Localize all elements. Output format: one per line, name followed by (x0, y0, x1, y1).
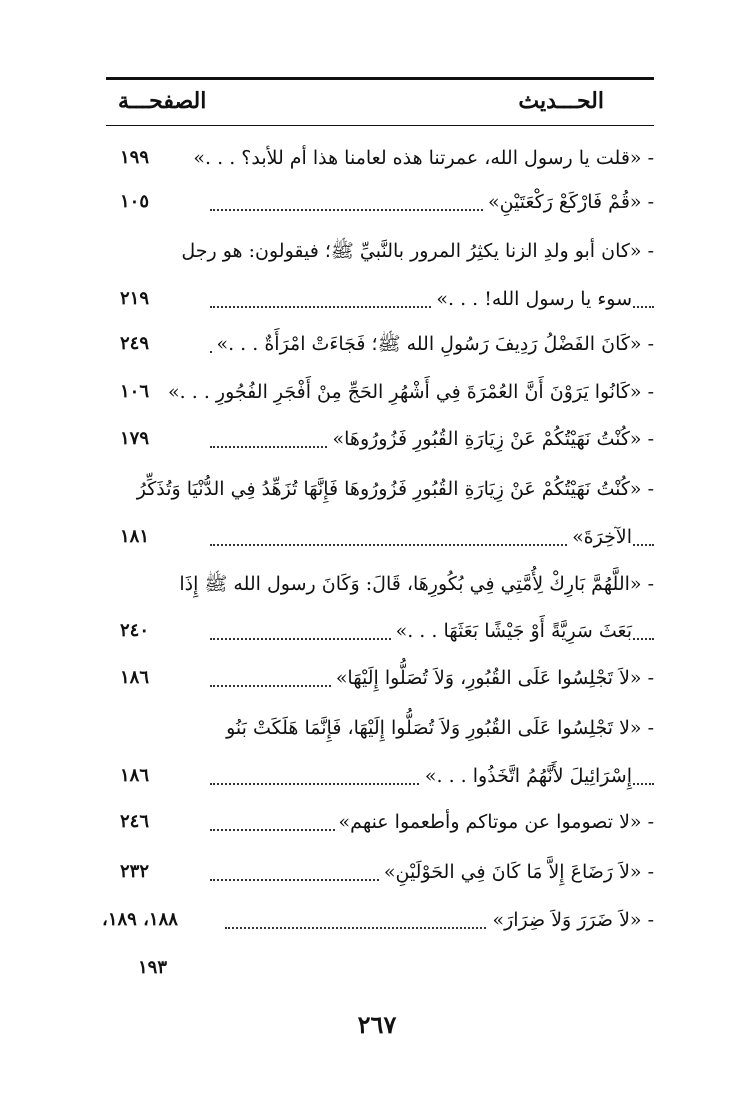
hadith-text: - «لا تصوموا عن موتاكم وأطعموا عنهم» (335, 798, 654, 846)
list-item (120, 798, 654, 846)
page-ref: ١٠٥ (120, 191, 150, 212)
list-item (102, 896, 654, 944)
page-ref: ٢٤٩ (120, 333, 150, 354)
list-item (120, 752, 654, 800)
list-item (120, 275, 654, 323)
page-ref: ١٨٦ (120, 667, 150, 688)
list-item (120, 848, 654, 896)
list-item (120, 465, 654, 513)
list-item (120, 704, 654, 752)
page-ref: ٢٤٦ (120, 811, 150, 832)
list-item (120, 134, 654, 182)
hadith-text: - «لاَ تَجْلِسُوا عَلَى القُبُورِ، وَلاَ تُصَلُّوا إِلَيْهَا» (332, 654, 654, 702)
hadith-text: الآخِرَةَ» (568, 513, 632, 561)
hadith-text: - «اللَّهُمَّ بَارِكْ لِأُمَّتِي فِي بُكُورِهَا، قَالَ: وَكَانَ رسول الله ﷺ إِذَا (175, 560, 654, 608)
page-ref: ٢١٩ (120, 288, 150, 309)
page-ref: ١٨١ (120, 526, 150, 547)
hadith-text: إِسْرَائِيلَ لأَنَّهُمُ اتَّخَذُوا . . .» (421, 752, 632, 800)
list-item (120, 513, 654, 561)
hadith-text: - «كان أبو ولدِ الزنا يكثِرُ المرور بالنَّبيِّ ﷺ؛ فيقولون: هو رجل (177, 227, 654, 275)
list-item (120, 415, 654, 463)
list-item (120, 320, 654, 368)
page-ref: ١٧٩ (120, 428, 150, 449)
hadith-text: - «كَانَ الفَضْلُ رَدِيفَ رَسُولِ الله ﷺ؛ فَجَاءَتْ امْرَأَةٌ . . .» (212, 320, 654, 368)
hadith-text: سوء يا رسول الله! . . .» (432, 275, 632, 323)
list-item (120, 227, 654, 275)
list-item (120, 368, 654, 416)
page-ref: ١٩٣ (138, 957, 168, 978)
hadith-text: - «لاَ ضَرَرَ وَلاَ ضِرَارَ» (488, 896, 654, 944)
page-ref: ١٠٦ (120, 381, 150, 402)
page-ref: ١٨٦ (120, 765, 150, 786)
page-ref: ١٩٩ (120, 147, 150, 168)
hadith-text: - «قلت يا رسول الله، عمرتنا هذه لعامنا هذا أم للأبد؟ . . .» (189, 134, 654, 182)
list-item (120, 607, 654, 655)
hadith-text: - «كُنْتُ نَهَيْتُكُمْ عَنْ زِيَارَةِ القُبُورِ فَزُورُوهَا فَإِنَّهَا تُزَهِّدُ فِي الدُّنْيَا وَتُذَكِّرُ (133, 465, 654, 513)
list-item (120, 944, 654, 992)
hadith-text: - «لا تَجْلِسُوا عَلَى القُبُورِ وَلاَ تُصَلُّوا إِلَيْهَا، فَإِنَّمَا هَلَكَتْ بَنُو (222, 704, 654, 752)
hadith-text: بَعَثَ سَرِيَّةً أَوْ جَيْشًا بَعَثَهَا . . .» (392, 607, 632, 655)
hadith-text: - «قُمْ فَارْكَعْ رَكْعَتَيْنِ» (484, 178, 654, 226)
hadith-column-header: الحـــديث (518, 88, 604, 114)
page-number: ٢٦٧ (357, 1010, 397, 1039)
hadith-text: - «كُنْتُ نَهَيْتُكُمْ عَنْ زِيَارَةِ القُبُورِ فَزُورُوهَا» (329, 415, 654, 463)
list-item (120, 178, 654, 226)
page-ref: ٢٤٠ (120, 620, 150, 641)
page-column-header: الصفحـــة (118, 88, 207, 114)
hadith-text: - «كَانُوا يَرَوْنَ أَنَّ العُمْرَةَ فِي أَشْهُرِ الحَجِّ مِنْ أَفْجَرِ الفُجُورِ . . .» (164, 368, 654, 416)
list-item (120, 560, 654, 608)
hadith-text: - «لاَ رَضَاعَ إِلاَّ مَا كَانَ فِي الحَوْلَيْنِ» (380, 848, 654, 896)
list-item (120, 654, 654, 702)
page-ref: ٢٣٢ (120, 861, 150, 882)
page-ref: ١٨٨، ١٨٩، (102, 909, 178, 930)
